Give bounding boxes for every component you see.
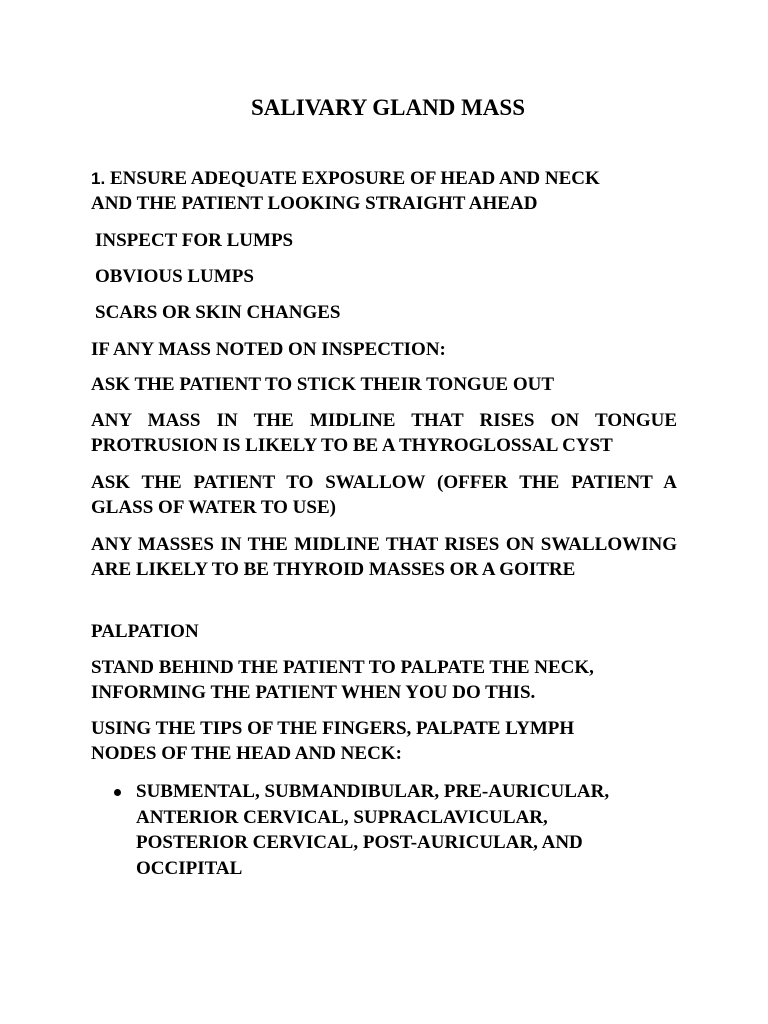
scars-text: SCARS OR SKIN CHANGES bbox=[95, 302, 341, 323]
step-number: 1. bbox=[91, 169, 106, 188]
tongue-out-text: ASK THE PATIENT TO STICK THEIR TONGUE OUT bbox=[91, 374, 555, 395]
page-title: SALIVARY GLAND MASS bbox=[251, 95, 525, 120]
node-line-3: POSTERIOR CERVICAL, POST-AURICULAR, AND bbox=[136, 832, 583, 853]
tips-line-2: NODES OF THE HEAD AND NECK: bbox=[91, 743, 402, 764]
obvious-lumps-text: OBVIOUS LUMPS bbox=[95, 266, 254, 287]
step-1-text: ENSURE ADEQUATE EXPOSURE OF HEAD AND NECK bbox=[105, 168, 600, 189]
midline-swallow-paragraph: ANY MASSES IN THE MIDLINE THAT RISES ON SWALLOWING ARE LIKELY TO BE THYROID MASSES OR A GOITRE bbox=[91, 534, 677, 580]
step-1-line-2: AND THE PATIENT LOOKING STRAIGHT AHEAD bbox=[91, 193, 538, 214]
bullet-icon bbox=[114, 789, 121, 796]
node-line-2: ANTERIOR CERVICAL, SUPRACLAVICULAR, bbox=[136, 806, 548, 828]
stand-behind-paragraph bbox=[91, 655, 677, 705]
palpation-heading: PALPATION bbox=[91, 621, 199, 642]
list-item bbox=[91, 779, 677, 881]
step-1-paragraph bbox=[91, 166, 677, 216]
inspect-lumps-text: INSPECT FOR LUMPS bbox=[95, 230, 294, 251]
midline-tongue-paragraph: ANY MASS IN THE MIDLINE THAT RISES ON TONGUE PROTRUSION IS LIKELY TO BE A THYROGLOSSAL CYST bbox=[91, 410, 677, 456]
node-line-4: OCCIPITAL bbox=[136, 857, 243, 879]
finger-tips-paragraph bbox=[91, 716, 677, 766]
stand-line-2: INFORMING THE PATIENT WHEN YOU DO THIS. bbox=[91, 682, 536, 703]
tips-line-1: USING THE TIPS OF THE FINGERS, PALPATE LYMPH bbox=[91, 718, 575, 739]
lymph-node-list bbox=[91, 779, 677, 881]
step-1-line-1 bbox=[91, 166, 677, 191]
stand-line-1: STAND BEHIND THE PATIENT TO PALPATE THE NECK, bbox=[91, 657, 594, 678]
mass-noted-text: IF ANY MASS NOTED ON INSPECTION: bbox=[91, 339, 446, 360]
node-line-1: SUBMENTAL, SUBMANDIBULAR, PRE-AURICULAR, bbox=[136, 781, 610, 802]
swallow-paragraph: ASK THE PATIENT TO SWALLOW (OFFER THE PATIENT A GLASS OF WATER TO USE) bbox=[91, 472, 677, 518]
